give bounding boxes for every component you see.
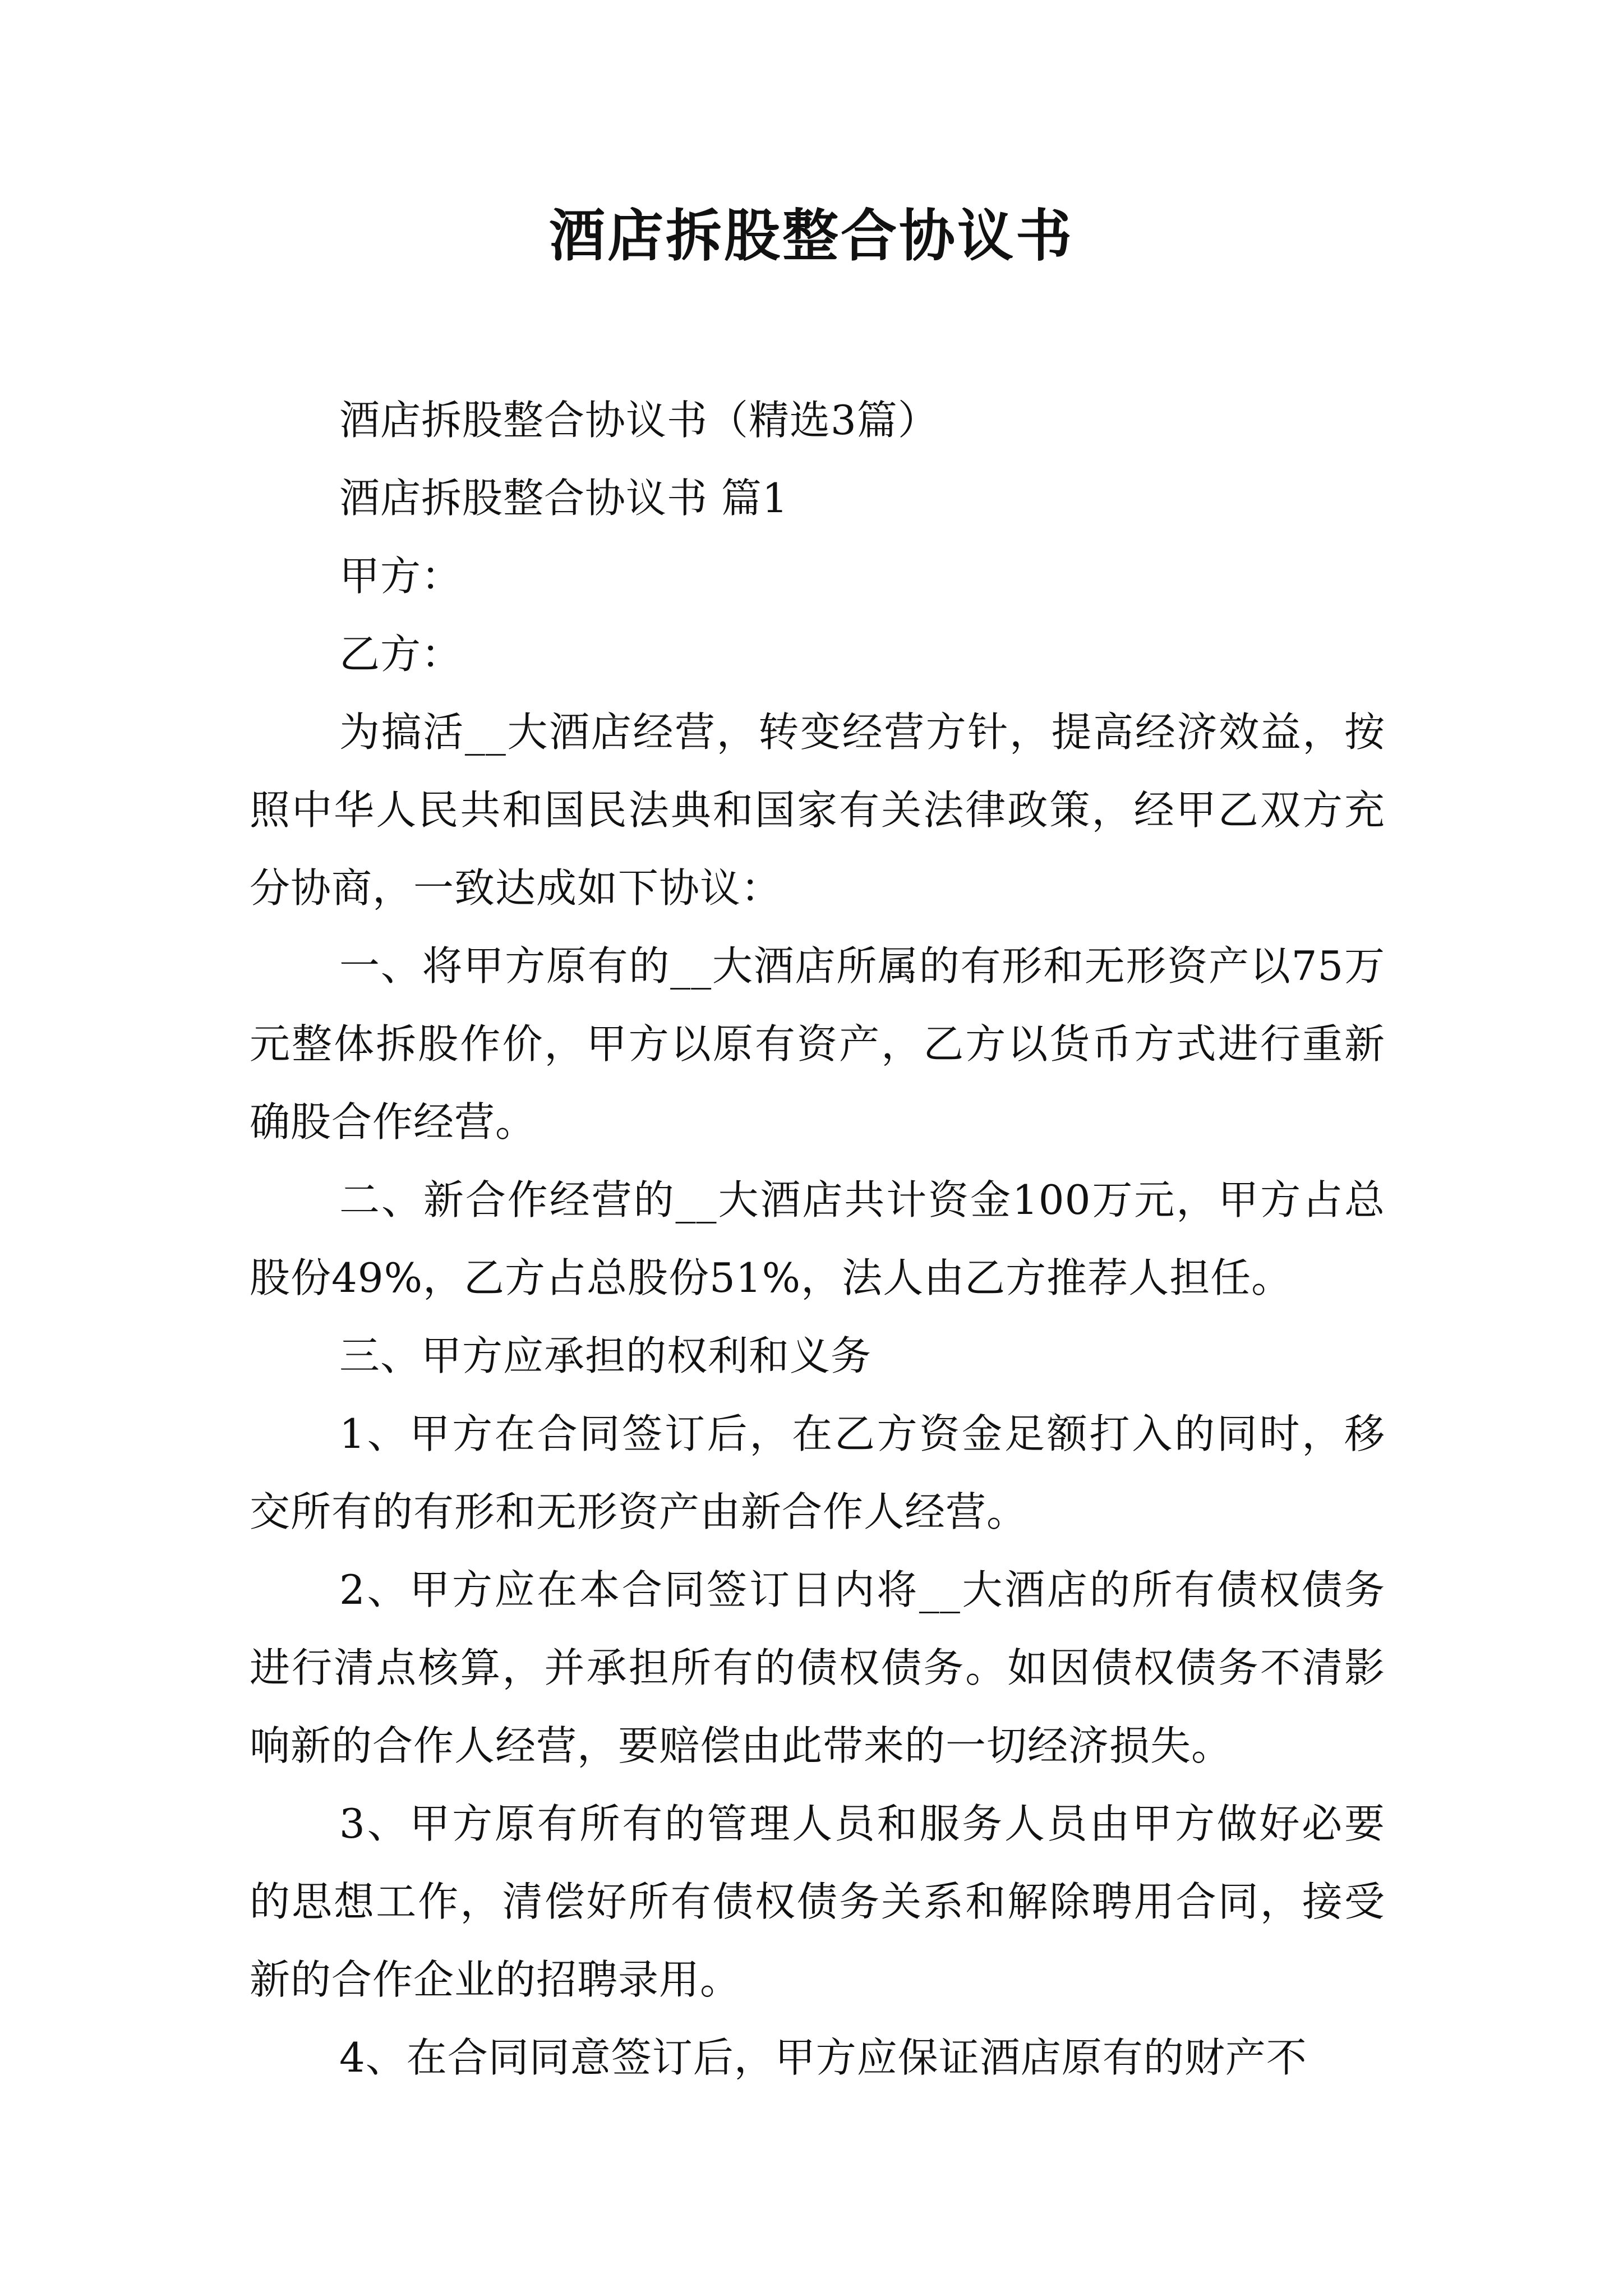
- paragraph-item-4: 4、在合同同意签订后，甲方应保证酒店原有的财产不: [339, 2034, 1307, 2081]
- paragraph-clause-3-heading: 三、甲方应承担的权利和义务: [339, 1332, 872, 1379]
- subtitle-line: 酒店拆股整合协议书（精选3篇）: [339, 397, 939, 444]
- paragraph-item-1: 1、甲方在合同签订后，在乙方资金足额打入的同时，移交所有的有形和无形资产由新合作人经营。: [250, 1410, 1385, 1535]
- section-heading: 酒店拆股整合协议书 篇1: [339, 475, 789, 522]
- document-body: [250, 381, 1385, 2097]
- party-b-label: 乙方：: [339, 631, 463, 678]
- paragraph-preamble: 为搞活__大酒店经营，转变经营方针，提高经济效益，按照中华人民共和国民法典和国家有关法律政策，经甲乙双方充分协商，一致达成如下协议：: [250, 708, 1385, 912]
- paragraph-item-2: 2、甲方应在本合同签订日内将__大酒店的所有债权债务进行清点核算，并承担所有的债权债务。如因债权债务不清影响新的合作人经营，要赔偿由此带来的一切经济损失。: [250, 1566, 1385, 1769]
- paragraph-clause-2: 二、新合作经营的__大酒店共计资金100万元，甲方占总股份49%，乙方占总股份51%，法人由乙方推荐人担任。: [250, 1176, 1385, 1301]
- document-title: 酒店拆股整合协议书: [549, 203, 1074, 269]
- paragraph-item-3: 3、甲方原有所有的管理人员和服务人员由甲方做好必要的思想工作，清偿好所有债权债务关系和解除聘用合同，接受新的合作企业的招聘录用。: [250, 1800, 1385, 2003]
- paragraph-clause-1: 一、将甲方原有的__大酒店所属的有形和无形资产以75万元整体拆股作价，甲方以原有资产，乙方以货币方式进行重新确股合作经营。: [250, 942, 1385, 1145]
- party-a-label: 甲方：: [339, 553, 463, 600]
